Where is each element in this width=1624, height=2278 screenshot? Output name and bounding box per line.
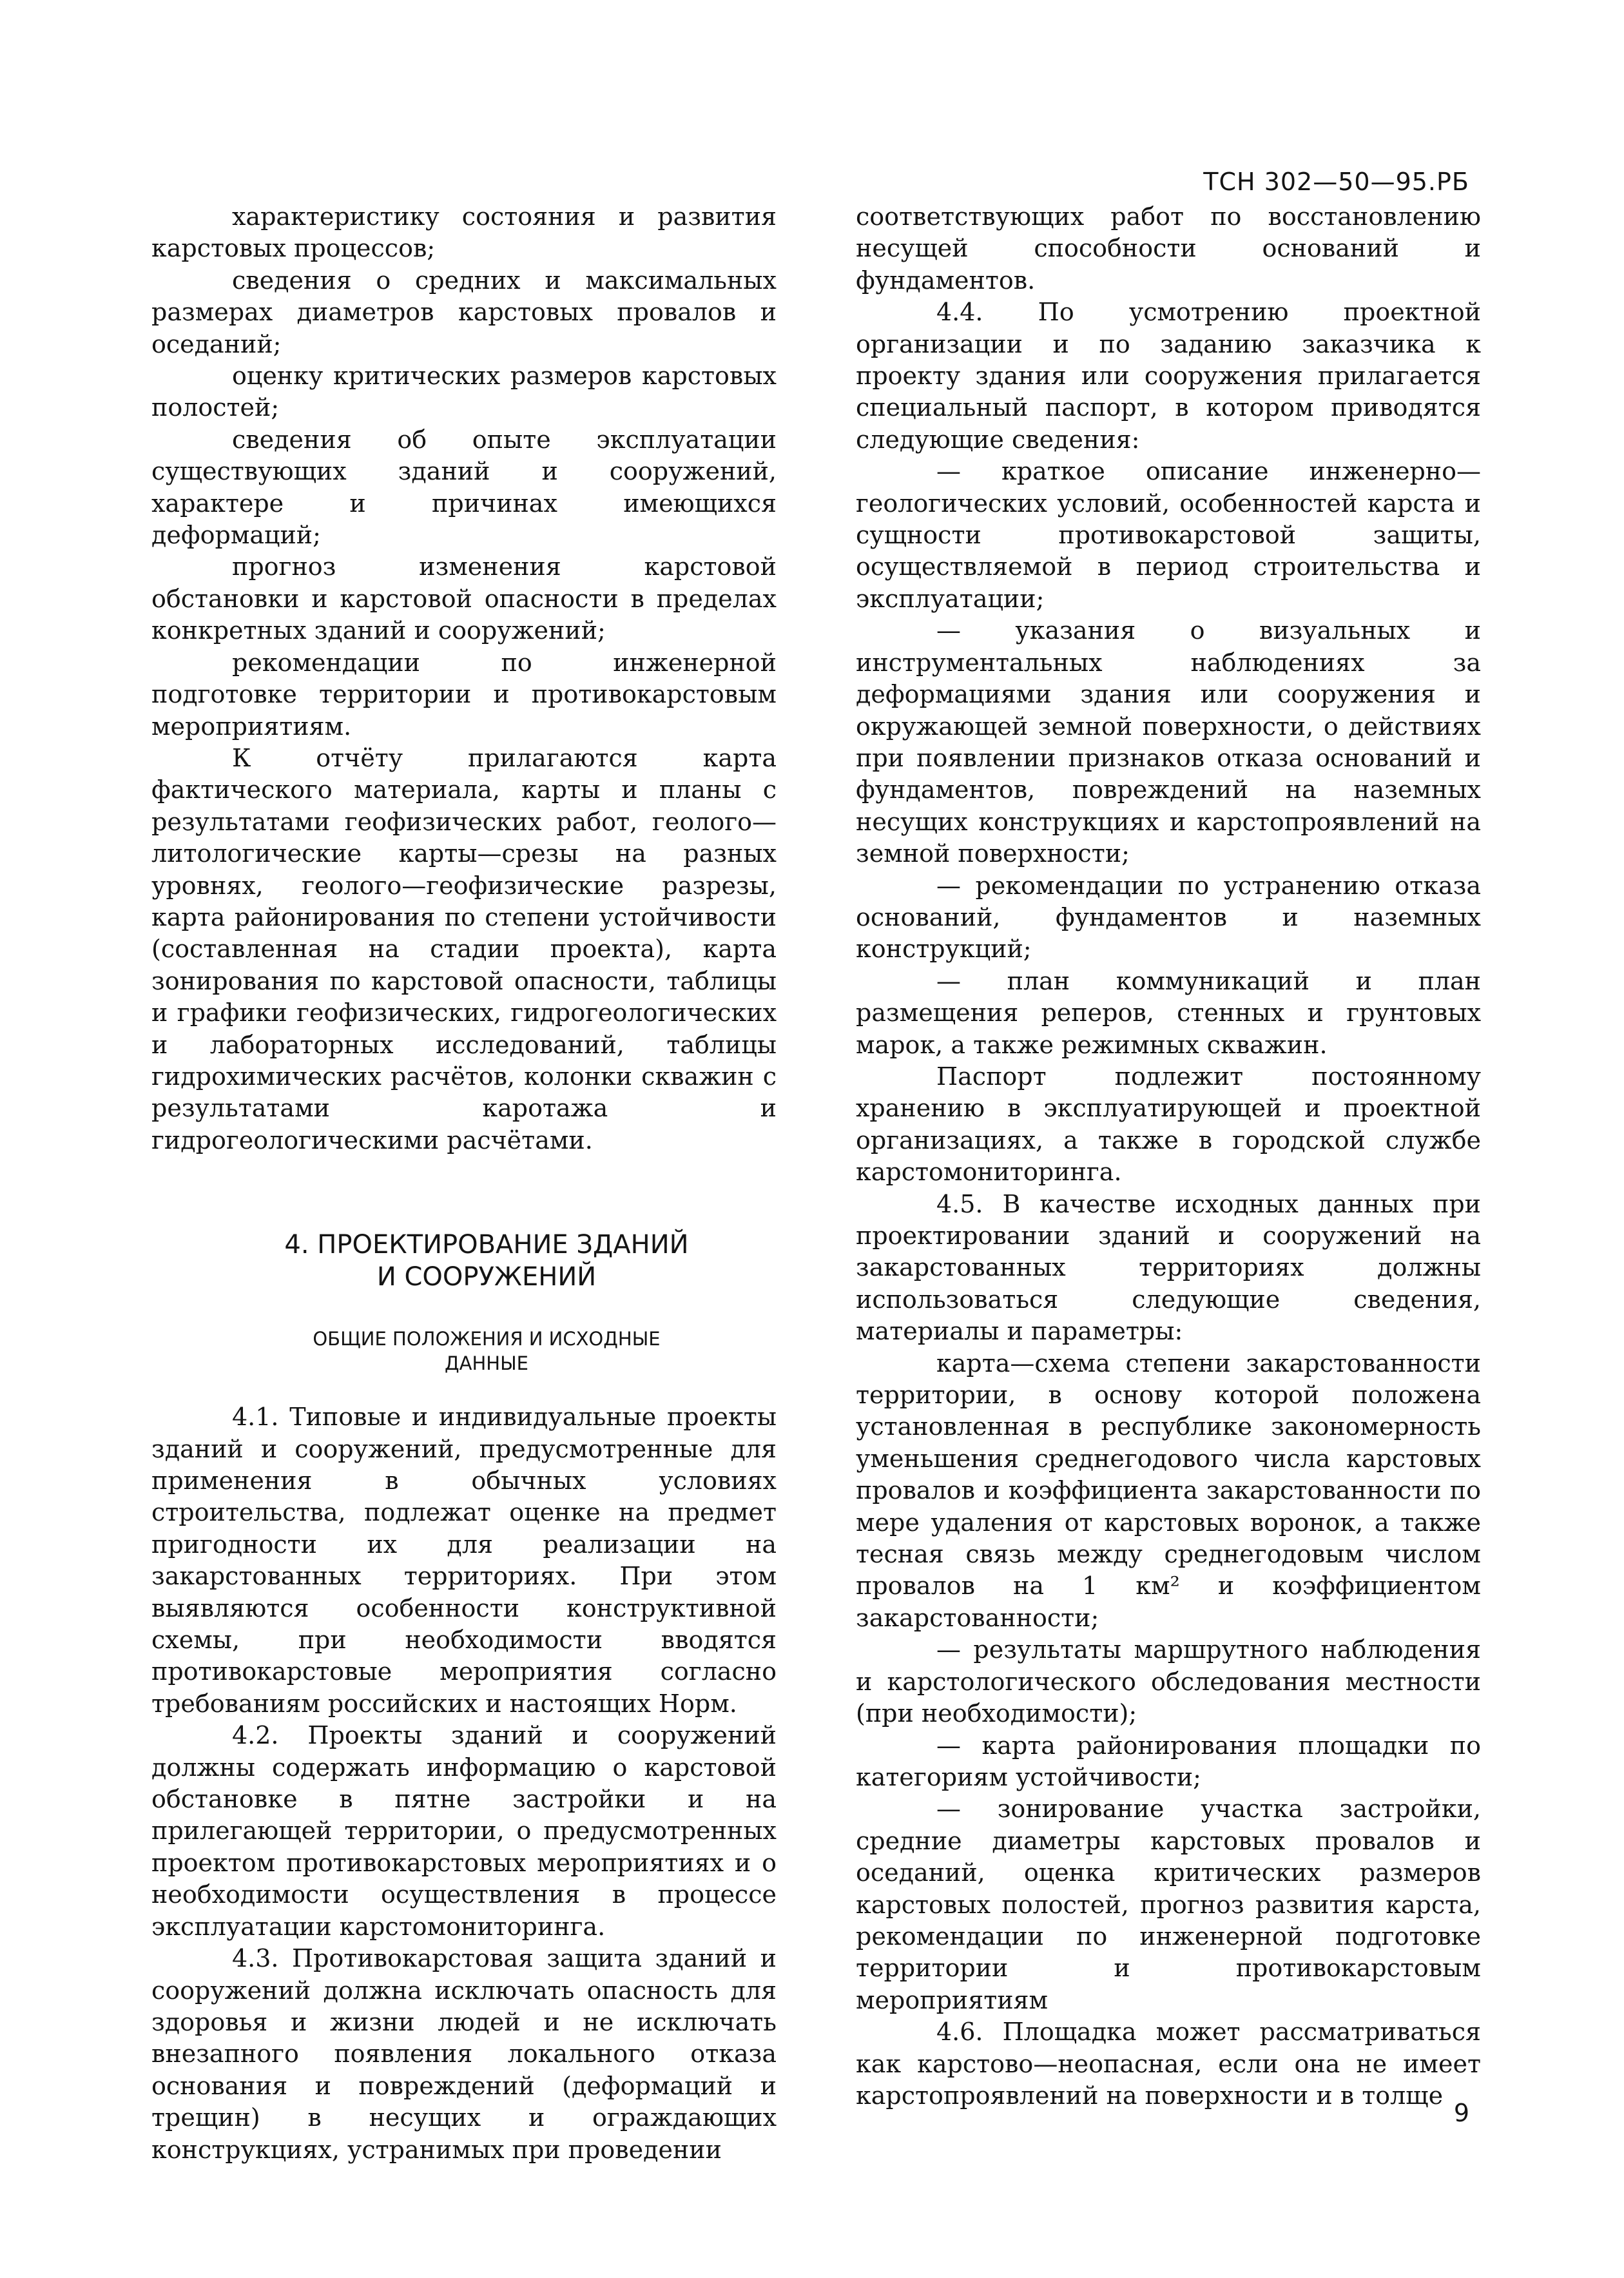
left-paragraphs-after — [151, 1401, 777, 2166]
paragraph: рекомендации по инженерной подготовке территории и противокарстовым мероприятиям. — [151, 648, 777, 741]
paragraph: сведения об опыте эксплуатации существующих зданий и сооружений, характере и причинах имеющихся деформаций; — [151, 425, 777, 550]
paragraph: — краткое описание инженерно—геологических условий, особенностей карста и сущности противокарстовой защиты, осуществляемой в период строительства и эксплуатации; — [856, 457, 1481, 613]
section-spacer — [151, 1156, 777, 1229]
page-number: 9 — [1453, 2099, 1469, 2127]
paragraph: 4.1. Типовые и индивидуальные проекты зданий и сооружений, предусмотренные для применения в обычных условиях строительства, подлежат оценке на предмет пригодности их для реализации на закарстованных территориях. При этом выявляются особенности конструктивной схемы, при необходимости вводятся противокарстовые мероприятия согласно требованиям российских и настоящих Норм. — [151, 1403, 777, 1718]
paragraph: К отчёту прилагаются карта фактического материала, карты и планы с результатами геофизических работ, геолого—литологические карты—срезы на разных уровнях, геолого—геофизические разрезы, карта районирования по степени устойчивости (составленная на стадии проекта), карта зонирования по карстовой опасности, таблицы и графики геофизических, гидрогеологических и лабораторных исследований, таблицы гидрохимических расчётов, колонки скважин с результатами каротажа и гидрогеологическими расчётами. — [151, 743, 777, 1154]
paragraph: — указания о визуальных и инструментальных наблюдениях за деформациями здания или сооружения и окружающей земной поверхности, о действиях при появлении признаков отказа оснований и фундаментов, повреждений на наземных несущих конструкциях и карстопроявлений на земной поверхности; — [856, 616, 1481, 868]
paragraph: — зонирование участка застройки, средние диаметры карстовых провалов и оседаний, оценка критических размеров карстовых полостей, прогноз развития карста, рекомендации по инженерной подготовке территории и противокарстовым мероприятиям — [856, 1795, 1481, 2014]
subsection-title-line2: ДАННЫЕ — [444, 1352, 529, 1375]
subsection-title-line1: ОБЩИЕ ПОЛОЖЕНИЯ И ИСХОДНЫЕ — [313, 1328, 661, 1350]
paragraph: прогноз изменения карстовой обстановки и карстовой опасности в пределах конкретных зданий и сооружений; — [151, 552, 777, 645]
section-title-line2: И СООРУЖЕНИЙ — [376, 1262, 597, 1292]
section-title-line1: 4. ПРОЕКТИРОВАНИЕ ЗДАНИЙ — [284, 1230, 689, 1260]
paragraph: — план коммуникаций и план размещения реперов, стенных и грунтовых марок, а также режимных скважин. — [856, 966, 1481, 1059]
right-column — [856, 201, 1481, 2112]
paragraph: сведения о средних и максимальных размерах диаметров карстовых провалов и оседаний; — [151, 266, 777, 358]
paragraph: — рекомендации по устранению отказа оснований, фундаментов и наземных конструкций; — [856, 871, 1481, 964]
right-paragraphs — [856, 201, 1481, 2112]
paragraph: 4.4. По усмотрению проектной организации и по заданию заказчика к проекту здания или сооружения прилагается специальный паспорт, в котором приводятся следующие сведения: — [856, 298, 1481, 454]
left-paragraphs-before — [151, 201, 777, 1156]
paragraph: 4.2. Проекты зданий и сооружений должны содержать информацию о карстовой обстановке в пятне застройки и на прилегающей территории, о предусмотренных проектом противокарстовых мероприятиях и о необходимости осуществления в процессе эксплуатации карстомониторинга. — [151, 1721, 777, 1941]
paragraph: 4.3. Противокарстовая защита зданий и сооружений должна исключать опасность для здоровья и жизни людей и не исключать внезапного появления локального отказа основания и повреждений (деформаций и трещин) в несущих и ограждающих конструкциях, устранимых при проведении — [151, 1944, 777, 2164]
paragraph: соответствующих работ по восстановлению несущей способности оснований и фундаментов. — [856, 202, 1481, 295]
paragraph: карта—схема степени закарстованности территории, в основу которой положена установленная в республике закономерность уменьшения среднегодового числа карстовых провалов и коэффициента закарстованности по мере удаления от карстовых воронок, а также тесная связь между среднегодовым числом провалов на 1 км² и коэффициентом закарстованности; — [856, 1348, 1481, 1632]
paragraph: оценку критических размеров карстовых полостей; — [151, 362, 777, 422]
left-column — [151, 201, 777, 2166]
paragraph: 4.6. Площадка может рассматриваться как карстово—неопасная, если она не имеет карстопроявлений на поверхности и в толще — [856, 2018, 1481, 2110]
paragraph: Паспорт подлежит постоянному хранению в эксплуатирующей и проектной организациях, а также в городской службе карстомониторинга. — [856, 1062, 1481, 1187]
document-code-header: ТСН 302—50—95.РБ — [1203, 168, 1469, 196]
paragraph: — результаты маршрутного наблюдения и карстологического обследования местности (при необходимости); — [856, 1635, 1481, 1728]
paragraph: — карта районирования площадки по категориям устойчивости; — [856, 1731, 1481, 1791]
paragraph: характеристику состояния и развития карстовых процессов; — [151, 202, 777, 263]
section-title — [151, 1229, 777, 1293]
subsection-title — [151, 1327, 777, 1376]
paragraph: 4.5. В качестве исходных данных при проектировании зданий и сооружений на закарстованных территориях должны использоваться следующие сведения, материалы и параметры: — [856, 1189, 1481, 1346]
